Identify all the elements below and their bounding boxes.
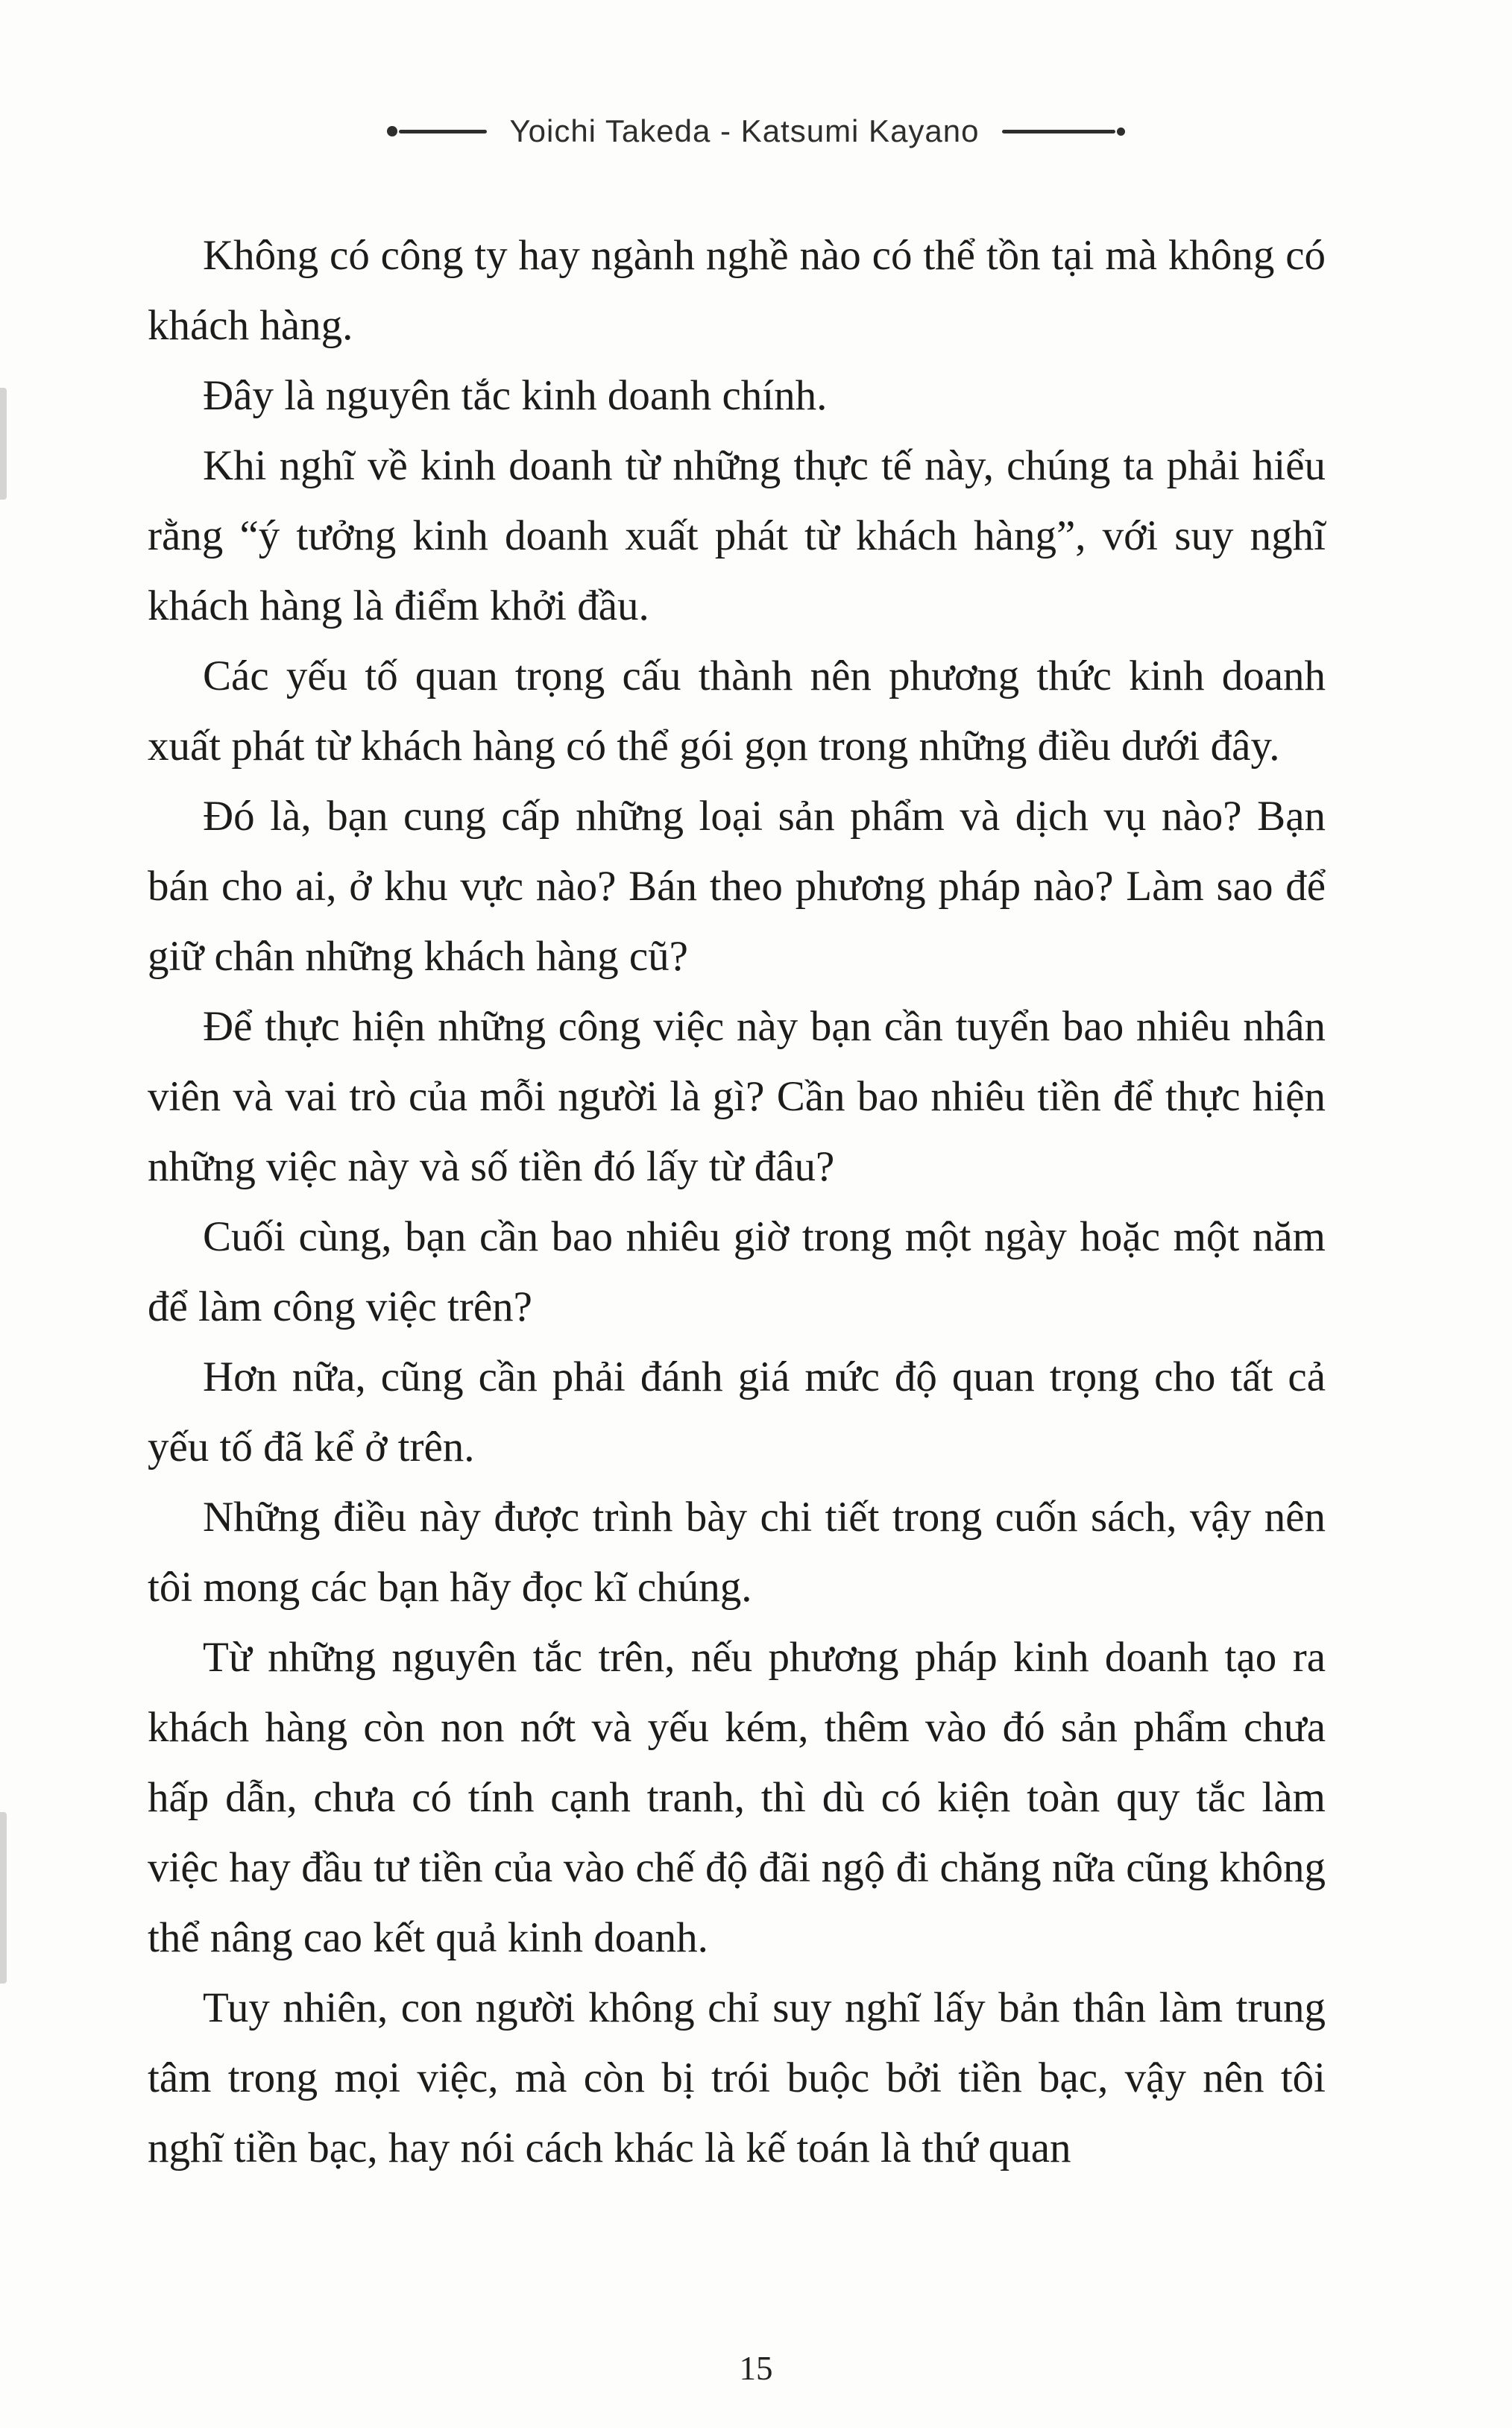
paragraph: Để thực hiện những công việc này bạn cần tuyển bao nhiêu nhân viên và vai trò của mỗi người là gì? Cần bao nhiêu tiền để thực hiện những việc này và số tiền đó lấy từ đâu? [148,1003,1326,1190]
decoration-dot-icon [387,126,397,136]
decoration-line [399,130,487,133]
scan-artifact [0,388,7,500]
scan-artifact [0,1812,7,1984]
page-number: 15 [739,2350,773,2387]
paragraph: Hơn nữa, cũng cần phải đánh giá mức độ quan trọng cho tất cả yếu tố đã kể ở trên. [148,1353,1326,1471]
paragraph: Từ những nguyên tắc trên, nếu phương pháp kinh doanh tạo ra khách hàng còn non nớt và yếu kém, thêm vào đó sản phẩm chưa hấp dẫn, chưa có tính cạnh tranh, thì dù có kiện toàn quy tắc làm việc hay đầu tư tiền của vào chế độ đãi ngộ đi chăng nữa cũng không thể nâng cao kết quả kinh doanh. [148,1634,1326,1961]
paragraph: Tuy nhiên, con người không chỉ suy nghĩ lấy bản thân làm trung tâm trong mọi việc, mà còn bị trói buộc bởi tiền bạc, vậy nên tôi nghĩ tiền bạc, hay nói cách khác là kế toán là thứ quan [148,1984,1326,2171]
paragraph: Đây là nguyên tắc kinh doanh chính. [203,372,828,419]
decoration-dot-icon [1117,128,1125,136]
decoration-right [1002,128,1125,136]
paragraph: Khi nghĩ về kinh doanh từ những thực tế này, chúng ta phải hiểu rằng “ý tưởng kinh doanh xuất phát từ khách hàng”, với suy nghĩ khách hàng là điểm khởi đầu. [148,442,1326,629]
paragraph: Những điều này được trình bày chi tiết trong cuốn sách, vậy nên tôi mong các bạn hãy đọc kĩ chúng. [148,1494,1326,1611]
paragraph: Đó là, bạn cung cấp những loại sản phẩm và dịch vụ nào? Bạn bán cho ai, ở khu vực nào? Bán theo phương pháp nào? Làm sao để giữ chân những khách hàng cũ? [148,793,1326,980]
body-text [148,221,1326,2183]
decoration-left [387,126,487,136]
decoration-line [1002,130,1115,133]
running-head-authors: Yoichi Takeda - Katsumi Kayano [509,113,980,148]
running-head [0,113,1512,149]
paragraph: Không có công ty hay ngành nghề nào có thể tồn tại mà không có khách hàng. [148,232,1326,349]
paragraph: Các yếu tố quan trọng cấu thành nên phương thức kinh doanh xuất phát từ khách hàng có thể gói gọn trong những điều dưới đây. [148,652,1326,770]
paragraph: Cuối cùng, bạn cần bao nhiêu giờ trong một ngày hoặc một năm để làm công việc trên? [148,1213,1326,1330]
